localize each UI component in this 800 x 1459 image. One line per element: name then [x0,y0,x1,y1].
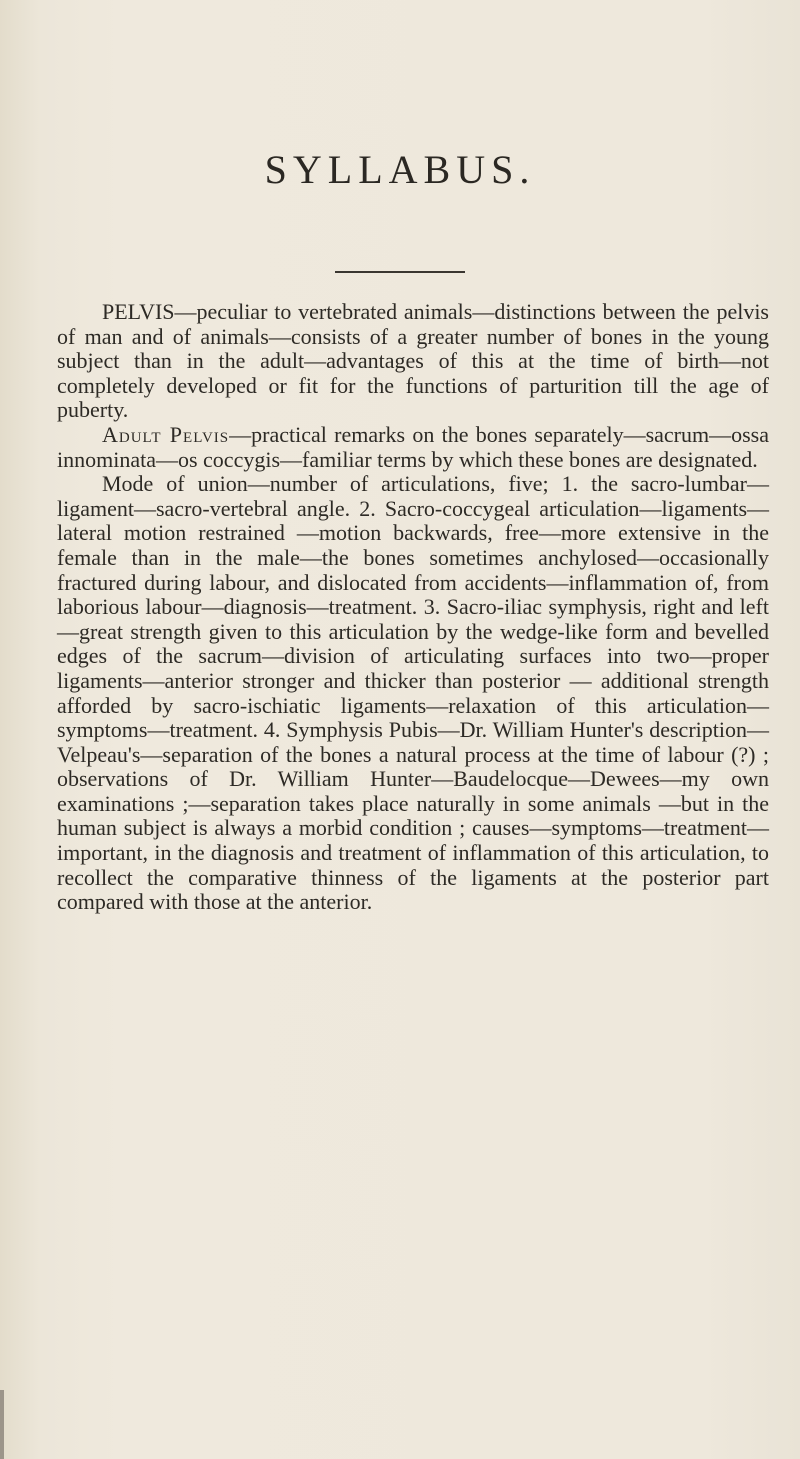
title-divider [335,271,465,273]
paragraph-text: —practical remarks on the bones separately—sacrum—ossa innominata—os coccygis—familiar terms by which these bones are designated. [57,421,769,472]
paragraph-text: —peculiar to vertebrated animals—distinctions between the pelvis of man and of animals—consists of a greater number of bones in the young subject than in the adult—advantages of this at the time of birth—not completely developed or fit for the functions of parturition till the age of puberty. [57,299,769,423]
paragraph-lead: Adult Pelvis [102,421,230,447]
paragraph-mode-of-union [57,472,769,915]
paragraph-text: Mode of union—number of articulations, five; 1. the sacro-lumbar—ligament—sacro-vertebral angle. 2. Sacro-coccygeal articulation—ligaments—lateral motion restrained —motion backwards, free—more extensive in the female than in the male—the bones sometimes anchylosed—occasionally fractured during labour, and dislocated from accidents—inflammation of, from laborious labour—diagnosis—treatment. 3. Sacro-iliac symphysis, right and left—great strength given to this articulation by the wedge-like form and bevelled edges of the sacrum—division of articulating surfaces into two—proper ligaments—anterior stronger and thicker than posterior — additional strength afforded by sacro-ischiatic ligaments—relaxation of this articulation—symptoms—treatment. 4. Symphysis Pubis—Dr. William Hunter's description—Velpeau's—separation of the bones a natural process at the time of labour (?) ; observations of Dr. William Hunter—Baudelocque—Dewees—my own examinations ;—separation takes place naturally in some animals —but in the human subject is always a morbid condition ; causes—symptoms—treatment—important, in the diagnosis and treatment of inflammation of this articulation, to recollect the comparative thinness of the ligaments at the posterior part compared with those at the anterior. [57,471,769,915]
page-edge-mark [0,1390,4,1459]
paragraph-lead: PELVIS [102,299,175,324]
page-title: SYLLABUS. [264,147,536,192]
paragraph-adult-pelvis [57,423,769,472]
paragraph-pelvis [57,300,769,423]
syllabus-body [57,300,769,915]
